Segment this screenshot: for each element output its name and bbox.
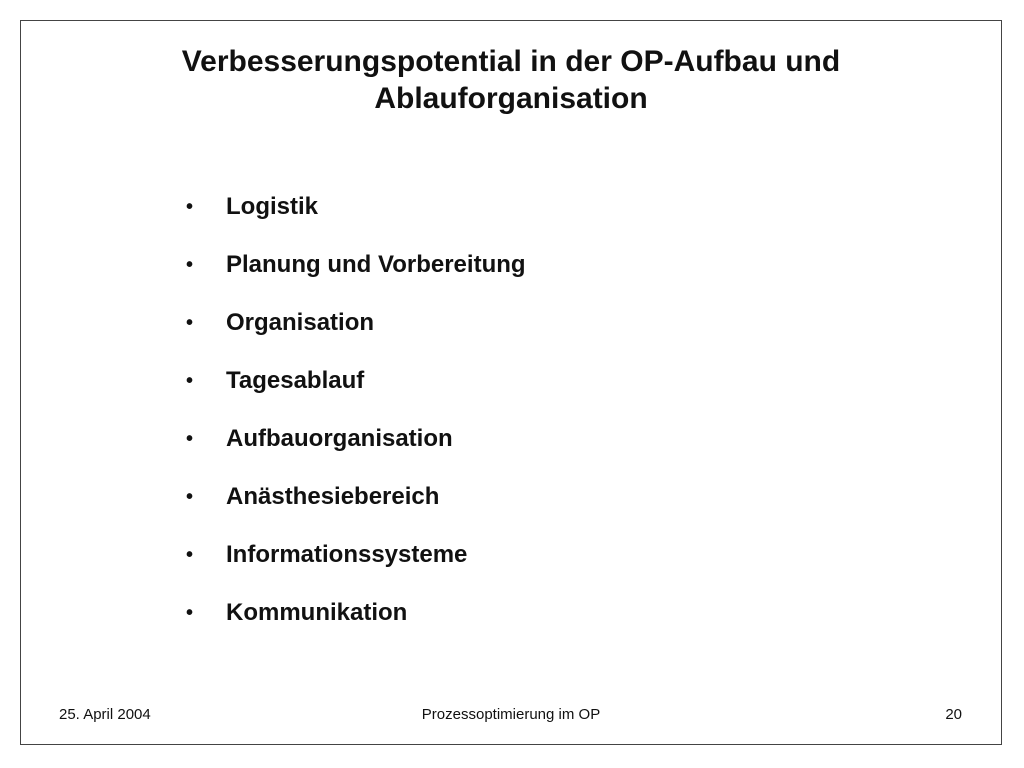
- bullet-item-organisation: [186, 294, 526, 352]
- bullet-item-tagesablauf: [186, 352, 526, 410]
- bullet-icon: •: [186, 369, 194, 392]
- bullet-text: Logistik: [226, 193, 319, 220]
- bullet-text: Organisation: [226, 309, 375, 336]
- bullet-icon: •: [186, 601, 194, 624]
- bullet-icon: •: [186, 253, 194, 276]
- bullet-text: Anästhesiebereich: [226, 483, 440, 510]
- title-line-2: Ablauforganisation: [374, 82, 648, 115]
- bullet-text: Kommunikation: [226, 599, 408, 626]
- bullet-item-planung: [186, 236, 526, 294]
- slide-title: [111, 43, 911, 117]
- bullet-text: Planung und Vorbereitung: [226, 251, 526, 278]
- bullet-text: Aufbauorganisation: [226, 425, 453, 452]
- bullet-item-logistik: [186, 178, 526, 236]
- bullet-text: Informationssysteme: [226, 541, 468, 568]
- bullet-item-aufbauorganisation: [186, 410, 526, 468]
- bullet-item-anaesthesiebereich: [186, 468, 526, 526]
- slide-footer: [20, 700, 1002, 730]
- bullet-item-kommunikation: [186, 584, 526, 642]
- title-line-1: Verbesserungspotential in der OP-Aufbau und: [181, 45, 841, 78]
- bullet-icon: •: [186, 485, 194, 508]
- footer-date: 25. April 2004: [59, 706, 151, 723]
- footer-page-number: 20: [945, 706, 962, 723]
- footer-presentation-title: Prozessoptimierung im OP: [421, 706, 601, 723]
- bullet-icon: •: [186, 195, 194, 218]
- bullet-icon: •: [186, 311, 194, 334]
- bullet-text: Tagesablauf: [226, 367, 365, 394]
- bullet-list: [186, 178, 526, 642]
- bullet-icon: •: [186, 543, 194, 566]
- slide-frame: [20, 20, 1002, 745]
- bullet-item-informationssysteme: [186, 526, 526, 584]
- bullet-icon: •: [186, 427, 194, 450]
